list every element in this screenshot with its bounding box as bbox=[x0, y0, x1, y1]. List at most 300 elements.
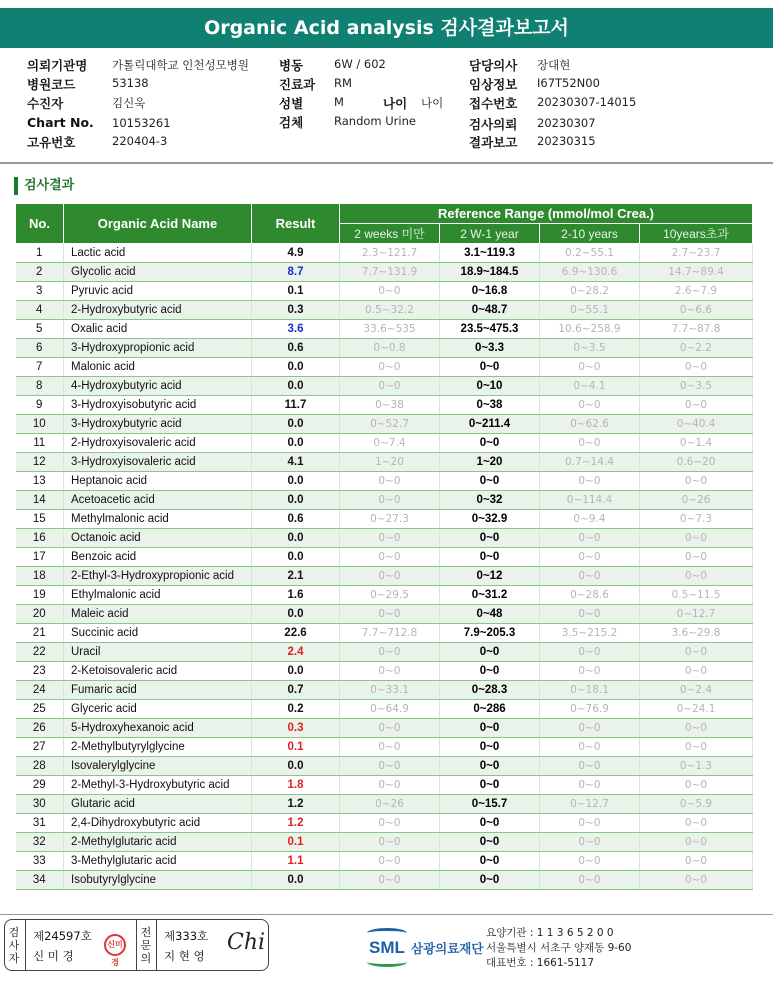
row-no: 31 bbox=[16, 814, 64, 833]
row-ref-under-2-weeks: 0~0 bbox=[340, 757, 440, 776]
row-no: 11 bbox=[16, 434, 64, 453]
sex-label: 성별 bbox=[279, 96, 304, 111]
ward-label: 병동 bbox=[279, 58, 304, 73]
row-ref-over-10y: 0~0 bbox=[640, 358, 753, 377]
dept-value: RM bbox=[334, 76, 352, 90]
table-row bbox=[16, 244, 753, 263]
row-ref-2-10y: 6.9~130.6 bbox=[540, 263, 640, 282]
report-label: 결과보고 bbox=[469, 135, 518, 150]
row-result: 0.1 bbox=[252, 738, 340, 757]
row-no: 24 bbox=[16, 681, 64, 700]
request-label: 검사의뢰 bbox=[469, 117, 518, 132]
row-no: 10 bbox=[16, 415, 64, 434]
chart-no-value: 10153261 bbox=[112, 116, 171, 130]
row-result: 0.0 bbox=[252, 605, 340, 624]
age-label: 나이 bbox=[383, 96, 408, 111]
row-ref-2w-1y: 0~12 bbox=[440, 567, 540, 586]
row-no: 16 bbox=[16, 529, 64, 548]
row-ref-under-2-weeks: 0~0 bbox=[340, 282, 440, 301]
row-ref-over-10y: 0~0 bbox=[640, 548, 753, 567]
row-ref-under-2-weeks: 0~7.4 bbox=[340, 434, 440, 453]
row-acid-name: 3-Methylglutaric acid bbox=[64, 852, 252, 871]
row-acid-name: Acetoacetic acid bbox=[64, 491, 252, 510]
row-acid-name: Glutaric acid bbox=[64, 795, 252, 814]
table-row bbox=[16, 396, 753, 415]
table-row bbox=[16, 377, 753, 396]
tester-name: 신 미 경 bbox=[33, 949, 74, 963]
row-result: 0.7 bbox=[252, 681, 340, 700]
row-acid-name: Glycolic acid bbox=[64, 263, 252, 282]
row-no: 20 bbox=[16, 605, 64, 624]
row-ref-over-10y: 0.6~20 bbox=[640, 453, 753, 472]
row-ref-2-10y: 0~12.7 bbox=[540, 795, 640, 814]
dept-label: 진료과 bbox=[279, 77, 316, 92]
patient-value: 김신욱 bbox=[112, 96, 146, 110]
row-ref-over-10y: 0~0 bbox=[640, 529, 753, 548]
table-row bbox=[16, 605, 753, 624]
row-ref-2-10y: 0~76.9 bbox=[540, 700, 640, 719]
row-ref-2-10y: 0~28.2 bbox=[540, 282, 640, 301]
chart-no-label: Chart No. bbox=[27, 115, 94, 130]
row-no: 3 bbox=[16, 282, 64, 301]
row-result: 0.0 bbox=[252, 377, 340, 396]
row-ref-2-10y: 0~3.5 bbox=[540, 339, 640, 358]
row-ref-under-2-weeks: 0~52.7 bbox=[340, 415, 440, 434]
logo-name: 삼광의료재단 bbox=[411, 941, 484, 956]
row-ref-2w-1y: 0~0 bbox=[440, 719, 540, 738]
row-ref-under-2-weeks: 0~0 bbox=[340, 472, 440, 491]
row-acid-name: Heptanoic acid bbox=[64, 472, 252, 491]
phone-line: 대표번호 : 1661-5117 bbox=[486, 957, 595, 969]
row-ref-under-2-weeks: 0~0 bbox=[340, 833, 440, 852]
row-ref-under-2-weeks: 2.3~121.7 bbox=[340, 244, 440, 263]
row-ref-over-10y: 0~12.7 bbox=[640, 605, 753, 624]
table-row bbox=[16, 814, 753, 833]
row-ref-2w-1y: 0~15.7 bbox=[440, 795, 540, 814]
row-no: 26 bbox=[16, 719, 64, 738]
row-result: 0.6 bbox=[252, 339, 340, 358]
row-acid-name: Benzoic acid bbox=[64, 548, 252, 567]
row-no: 29 bbox=[16, 776, 64, 795]
doctor-value: 장대현 bbox=[537, 58, 571, 72]
table-row bbox=[16, 738, 753, 757]
age-value: 나이 bbox=[421, 96, 444, 110]
row-ref-under-2-weeks: 0~27.3 bbox=[340, 510, 440, 529]
row-ref-2w-1y: 0~0 bbox=[440, 529, 540, 548]
row-no: 8 bbox=[16, 377, 64, 396]
table-row bbox=[16, 586, 753, 605]
footer-divider bbox=[0, 914, 773, 915]
table-row bbox=[16, 491, 753, 510]
row-no: 21 bbox=[16, 624, 64, 643]
row-result: 0.0 bbox=[252, 434, 340, 453]
row-ref-2-10y: 0~0 bbox=[540, 871, 640, 890]
row-ref-2w-1y: 0~3.3 bbox=[440, 339, 540, 358]
table-row bbox=[16, 776, 753, 795]
row-ref-under-2-weeks: 0~0 bbox=[340, 358, 440, 377]
row-ref-2-10y: 0~0 bbox=[540, 396, 640, 415]
row-ref-over-10y: 0~0 bbox=[640, 567, 753, 586]
row-ref-over-10y: 0~5.9 bbox=[640, 795, 753, 814]
row-ref-under-2-weeks: 0~38 bbox=[340, 396, 440, 415]
row-result: 1.6 bbox=[252, 586, 340, 605]
row-ref-2w-1y: 23.5~475.3 bbox=[440, 320, 540, 339]
row-ref-over-10y: 0~6.6 bbox=[640, 301, 753, 320]
row-ref-2w-1y: 0~0 bbox=[440, 358, 540, 377]
row-ref-2w-1y: 0~48 bbox=[440, 605, 540, 624]
row-ref-2-10y: 0.2~55.1 bbox=[540, 244, 640, 263]
table-row bbox=[16, 852, 753, 871]
row-ref-under-2-weeks: 0~64.9 bbox=[340, 700, 440, 719]
row-ref-2-10y: 0~0 bbox=[540, 643, 640, 662]
institution-code: 요양기관 : 1 1 3 6 5 2 0 0 bbox=[486, 927, 614, 939]
row-ref-over-10y: 0.5~11.5 bbox=[640, 586, 753, 605]
row-result: 0.0 bbox=[252, 358, 340, 377]
tester-label: 검사자 bbox=[8, 926, 20, 965]
row-result: 0.3 bbox=[252, 719, 340, 738]
table-row bbox=[16, 871, 753, 890]
row-acid-name: Lactic acid bbox=[64, 244, 252, 263]
row-ref-over-10y: 0~26 bbox=[640, 491, 753, 510]
col-header-ref-2: 2 W-1 year bbox=[440, 224, 540, 244]
row-acid-name: 3-Hydroxyisovaleric acid bbox=[64, 453, 252, 472]
row-result: 0.6 bbox=[252, 510, 340, 529]
row-ref-2w-1y: 0~286 bbox=[440, 700, 540, 719]
row-result: 0.0 bbox=[252, 871, 340, 890]
institution-value: 가톨릭대학교 인천성모병원 bbox=[112, 58, 249, 72]
row-acid-name: Malonic acid bbox=[64, 358, 252, 377]
row-acid-name: 2-Ketoisovaleric acid bbox=[64, 662, 252, 681]
unique-no-value: 220404-3 bbox=[112, 134, 168, 148]
row-no: 12 bbox=[16, 453, 64, 472]
row-ref-2w-1y: 0~0 bbox=[440, 738, 540, 757]
row-no: 1 bbox=[16, 244, 64, 263]
row-ref-2w-1y: 0~0 bbox=[440, 662, 540, 681]
row-no: 23 bbox=[16, 662, 64, 681]
row-no: 4 bbox=[16, 301, 64, 320]
table-row bbox=[16, 548, 753, 567]
row-no: 22 bbox=[16, 643, 64, 662]
row-ref-over-10y: 0~2.4 bbox=[640, 681, 753, 700]
row-ref-under-2-weeks: 0~0 bbox=[340, 871, 440, 890]
row-ref-over-10y: 0~0 bbox=[640, 852, 753, 871]
row-ref-2-10y: 0~4.1 bbox=[540, 377, 640, 396]
clinical-value: I67T52N00 bbox=[537, 76, 600, 90]
row-no: 2 bbox=[16, 263, 64, 282]
hospital-code-value: 53138 bbox=[112, 76, 149, 90]
row-ref-2w-1y: 0~32 bbox=[440, 491, 540, 510]
row-ref-2w-1y: 0~211.4 bbox=[440, 415, 540, 434]
row-ref-over-10y: 0~1.3 bbox=[640, 757, 753, 776]
row-ref-2-10y: 0~0 bbox=[540, 757, 640, 776]
row-acid-name: 3-Hydroxypropionic acid bbox=[64, 339, 252, 358]
row-acid-name: 2-Methylglutaric acid bbox=[64, 833, 252, 852]
row-ref-under-2-weeks: 0~29.5 bbox=[340, 586, 440, 605]
address-line: 서울특별시 서초구 양재동 9-60 bbox=[486, 942, 632, 954]
row-ref-2-10y: 0~0 bbox=[540, 852, 640, 871]
row-result: 8.7 bbox=[252, 263, 340, 282]
row-ref-2-10y: 0~28.6 bbox=[540, 586, 640, 605]
specialist-label: 전문의 bbox=[140, 926, 152, 965]
row-acid-name: 2-Ethyl-3-Hydroxypropionic acid bbox=[64, 567, 252, 586]
row-ref-over-10y: 0~0 bbox=[640, 738, 753, 757]
row-ref-under-2-weeks: 0~0 bbox=[340, 605, 440, 624]
hospital-code-label: 병원코드 bbox=[27, 77, 76, 92]
row-result: 4.9 bbox=[252, 244, 340, 263]
row-result: 0.0 bbox=[252, 548, 340, 567]
row-ref-2w-1y: 0~32.9 bbox=[440, 510, 540, 529]
row-no: 18 bbox=[16, 567, 64, 586]
row-acid-name: 2-Hydroxyisovaleric acid bbox=[64, 434, 252, 453]
row-ref-2w-1y: 0~0 bbox=[440, 833, 540, 852]
row-ref-over-10y: 0~0 bbox=[640, 719, 753, 738]
row-result: 0.0 bbox=[252, 415, 340, 434]
row-acid-name: Isovalerylglycine bbox=[64, 757, 252, 776]
row-ref-2-10y: 0~0 bbox=[540, 567, 640, 586]
table-row bbox=[16, 567, 753, 586]
row-ref-over-10y: 0~40.4 bbox=[640, 415, 753, 434]
row-ref-over-10y: 0~0 bbox=[640, 472, 753, 491]
row-acid-name: 2,4-Dihydroxybutyric acid bbox=[64, 814, 252, 833]
row-acid-name: Isobutyrylglycine bbox=[64, 871, 252, 890]
row-ref-2-10y: 0~114.4 bbox=[540, 491, 640, 510]
row-no: 19 bbox=[16, 586, 64, 605]
logo-mark: SML bbox=[369, 938, 405, 957]
row-no: 25 bbox=[16, 700, 64, 719]
row-ref-under-2-weeks: 0~0 bbox=[340, 643, 440, 662]
row-no: 15 bbox=[16, 510, 64, 529]
row-ref-over-10y: 0~0 bbox=[640, 814, 753, 833]
row-ref-under-2-weeks: 7.7~131.9 bbox=[340, 263, 440, 282]
row-result: 0.0 bbox=[252, 472, 340, 491]
row-ref-2-10y: 0~0 bbox=[540, 605, 640, 624]
row-acid-name: Ethylmalonic acid bbox=[64, 586, 252, 605]
table-row bbox=[16, 263, 753, 282]
table-row bbox=[16, 453, 753, 472]
row-result: 2.1 bbox=[252, 567, 340, 586]
row-ref-2w-1y: 0~0 bbox=[440, 852, 540, 871]
row-ref-under-2-weeks: 0~0 bbox=[340, 548, 440, 567]
ward-value: 6W / 602 bbox=[334, 57, 386, 71]
row-acid-name: Pyruvic acid bbox=[64, 282, 252, 301]
table-row bbox=[16, 301, 753, 320]
table-row bbox=[16, 833, 753, 852]
row-ref-2w-1y: 0~0 bbox=[440, 776, 540, 795]
row-ref-2w-1y: 1~20 bbox=[440, 453, 540, 472]
row-ref-2w-1y: 0~16.8 bbox=[440, 282, 540, 301]
row-result: 1.2 bbox=[252, 795, 340, 814]
row-ref-under-2-weeks: 0~0 bbox=[340, 738, 440, 757]
row-result: 3.6 bbox=[252, 320, 340, 339]
row-ref-2w-1y: 0~0 bbox=[440, 757, 540, 776]
col-header-result: Result bbox=[252, 204, 340, 244]
row-ref-over-10y: 0~1.4 bbox=[640, 434, 753, 453]
table-row bbox=[16, 719, 753, 738]
row-ref-2-10y: 0~0 bbox=[540, 776, 640, 795]
row-ref-under-2-weeks: 0~33.1 bbox=[340, 681, 440, 700]
row-ref-under-2-weeks: 0~0 bbox=[340, 491, 440, 510]
table-row bbox=[16, 320, 753, 339]
row-ref-2-10y: 0~0 bbox=[540, 814, 640, 833]
col-header-ref-4: 10years초과 bbox=[640, 224, 753, 244]
sex-value: M bbox=[334, 95, 344, 109]
row-ref-2-10y: 0~18.1 bbox=[540, 681, 640, 700]
row-no: 6 bbox=[16, 339, 64, 358]
row-ref-over-10y: 2.6~7.9 bbox=[640, 282, 753, 301]
row-result: 0.3 bbox=[252, 301, 340, 320]
table-row bbox=[16, 795, 753, 814]
row-ref-2w-1y: 18.9~184.5 bbox=[440, 263, 540, 282]
company-address bbox=[486, 926, 631, 971]
row-no: 17 bbox=[16, 548, 64, 567]
row-no: 32 bbox=[16, 833, 64, 852]
receipt-value: 20230307-14015 bbox=[537, 95, 637, 109]
row-acid-name: Fumaric acid bbox=[64, 681, 252, 700]
row-no: 13 bbox=[16, 472, 64, 491]
row-ref-under-2-weeks: 1~20 bbox=[340, 453, 440, 472]
row-result: 0.1 bbox=[252, 282, 340, 301]
table-row bbox=[16, 472, 753, 491]
institution-label: 의뢰기관명 bbox=[27, 58, 88, 73]
row-ref-over-10y: 14.7~89.4 bbox=[640, 263, 753, 282]
row-ref-under-2-weeks: 33.6~535 bbox=[340, 320, 440, 339]
row-ref-over-10y: 0~24.1 bbox=[640, 700, 753, 719]
row-no: 14 bbox=[16, 491, 64, 510]
row-no: 5 bbox=[16, 320, 64, 339]
row-acid-name: 3-Hydroxybutyric acid bbox=[64, 415, 252, 434]
row-ref-over-10y: 0~0 bbox=[640, 833, 753, 852]
row-ref-2w-1y: 0~0 bbox=[440, 643, 540, 662]
row-acid-name: Maleic acid bbox=[64, 605, 252, 624]
specialist-license-no: 제333호 bbox=[164, 929, 209, 943]
row-no: 33 bbox=[16, 852, 64, 871]
tester-license-no: 제24597호 bbox=[33, 929, 92, 943]
row-ref-2-10y: 10.6~258.9 bbox=[540, 320, 640, 339]
row-acid-name: Uracil bbox=[64, 643, 252, 662]
row-ref-under-2-weeks: 0~0 bbox=[340, 814, 440, 833]
row-ref-2-10y: 0~62.6 bbox=[540, 415, 640, 434]
signature-icon: Chi bbox=[227, 930, 266, 955]
row-ref-under-2-weeks: 0~0 bbox=[340, 529, 440, 548]
table-row bbox=[16, 282, 753, 301]
table-row bbox=[16, 757, 753, 776]
signature-box bbox=[4, 919, 269, 971]
report-title: Organic Acid analysis 검사결과보고서 bbox=[0, 8, 773, 48]
row-ref-2w-1y: 0~38 bbox=[440, 396, 540, 415]
specimen-label: 검체 bbox=[279, 115, 304, 130]
row-ref-2w-1y: 7.9~205.3 bbox=[440, 624, 540, 643]
row-result: 1.1 bbox=[252, 852, 340, 871]
row-ref-2-10y: 0~0 bbox=[540, 738, 640, 757]
row-ref-over-10y: 0~0 bbox=[640, 643, 753, 662]
row-ref-over-10y: 0~0 bbox=[640, 871, 753, 890]
specialist-name: 지 현 영 bbox=[164, 949, 205, 963]
row-ref-over-10y: 0~0 bbox=[640, 662, 753, 681]
row-ref-2-10y: 0~0 bbox=[540, 833, 640, 852]
row-ref-2w-1y: 3.1~119.3 bbox=[440, 244, 540, 263]
row-ref-under-2-weeks: 0~0 bbox=[340, 377, 440, 396]
row-no: 28 bbox=[16, 757, 64, 776]
row-acid-name: Oxalic acid bbox=[64, 320, 252, 339]
table-row bbox=[16, 358, 753, 377]
row-result: 0.1 bbox=[252, 833, 340, 852]
row-ref-under-2-weeks: 7.7~712.8 bbox=[340, 624, 440, 643]
row-ref-2-10y: 0~0 bbox=[540, 472, 640, 491]
row-result: 1.8 bbox=[252, 776, 340, 795]
row-ref-2-10y: 0~0 bbox=[540, 434, 640, 453]
row-ref-2-10y: 0~0 bbox=[540, 358, 640, 377]
row-no: 30 bbox=[16, 795, 64, 814]
row-ref-under-2-weeks: 0~0 bbox=[340, 776, 440, 795]
row-ref-2w-1y: 0~31.2 bbox=[440, 586, 540, 605]
row-ref-over-10y: 3.6~29.8 bbox=[640, 624, 753, 643]
row-no: 27 bbox=[16, 738, 64, 757]
row-ref-2w-1y: 0~0 bbox=[440, 871, 540, 890]
row-ref-2-10y: 0~55.1 bbox=[540, 301, 640, 320]
row-result: 2.4 bbox=[252, 643, 340, 662]
receipt-label: 접수번호 bbox=[469, 96, 518, 111]
col-header-reference: Reference Range (mmol/mol Crea.) bbox=[340, 204, 753, 224]
section-title: 검사결과 bbox=[14, 177, 74, 195]
table-row bbox=[16, 662, 753, 681]
col-header-ref-3: 2-10 years bbox=[540, 224, 640, 244]
row-result: 0.0 bbox=[252, 662, 340, 681]
unique-no-label: 고유번호 bbox=[27, 135, 76, 150]
table-row bbox=[16, 700, 753, 719]
row-ref-2w-1y: 0~0 bbox=[440, 814, 540, 833]
row-ref-over-10y: 0~0 bbox=[640, 396, 753, 415]
table-row bbox=[16, 624, 753, 643]
row-ref-over-10y: 0~7.3 bbox=[640, 510, 753, 529]
row-ref-2-10y: 0.7~14.4 bbox=[540, 453, 640, 472]
table-row bbox=[16, 434, 753, 453]
table-row bbox=[16, 643, 753, 662]
row-ref-under-2-weeks: 0~0 bbox=[340, 662, 440, 681]
row-acid-name: 2-Methylbutyrylglycine bbox=[64, 738, 252, 757]
row-ref-under-2-weeks: 0~0 bbox=[340, 852, 440, 871]
row-acid-name: 2-Hydroxybutyric acid bbox=[64, 301, 252, 320]
row-result: 0.0 bbox=[252, 757, 340, 776]
row-result: 0.0 bbox=[252, 529, 340, 548]
row-no: 34 bbox=[16, 871, 64, 890]
row-ref-2w-1y: 0~28.3 bbox=[440, 681, 540, 700]
row-ref-2-10y: 0~0 bbox=[540, 529, 640, 548]
tester-stamp-icon: 신미경 bbox=[104, 934, 126, 956]
row-result: 22.6 bbox=[252, 624, 340, 643]
row-acid-name: 2-Methyl-3-Hydroxybutyric acid bbox=[64, 776, 252, 795]
row-result: 0.2 bbox=[252, 700, 340, 719]
row-ref-2-10y: 0~0 bbox=[540, 719, 640, 738]
row-ref-2-10y: 0~0 bbox=[540, 662, 640, 681]
header-divider bbox=[0, 162, 773, 164]
row-result: 11.7 bbox=[252, 396, 340, 415]
row-ref-over-10y: 0~3.5 bbox=[640, 377, 753, 396]
row-ref-under-2-weeks: 0~26 bbox=[340, 795, 440, 814]
request-value: 20230307 bbox=[537, 116, 596, 130]
col-header-name: Organic Acid Name bbox=[64, 204, 252, 244]
row-result: 0.0 bbox=[252, 491, 340, 510]
row-ref-2-10y: 3.5~215.2 bbox=[540, 624, 640, 643]
row-ref-under-2-weeks: 0~0 bbox=[340, 567, 440, 586]
doctor-label: 담당의사 bbox=[469, 58, 518, 73]
table-row bbox=[16, 529, 753, 548]
patient-info bbox=[0, 54, 773, 154]
row-ref-over-10y: 0~2.2 bbox=[640, 339, 753, 358]
col-header-no: No. bbox=[16, 204, 64, 244]
row-ref-over-10y: 7.7~87.8 bbox=[640, 320, 753, 339]
row-ref-2w-1y: 0~48.7 bbox=[440, 301, 540, 320]
row-acid-name: Methylmalonic acid bbox=[64, 510, 252, 529]
